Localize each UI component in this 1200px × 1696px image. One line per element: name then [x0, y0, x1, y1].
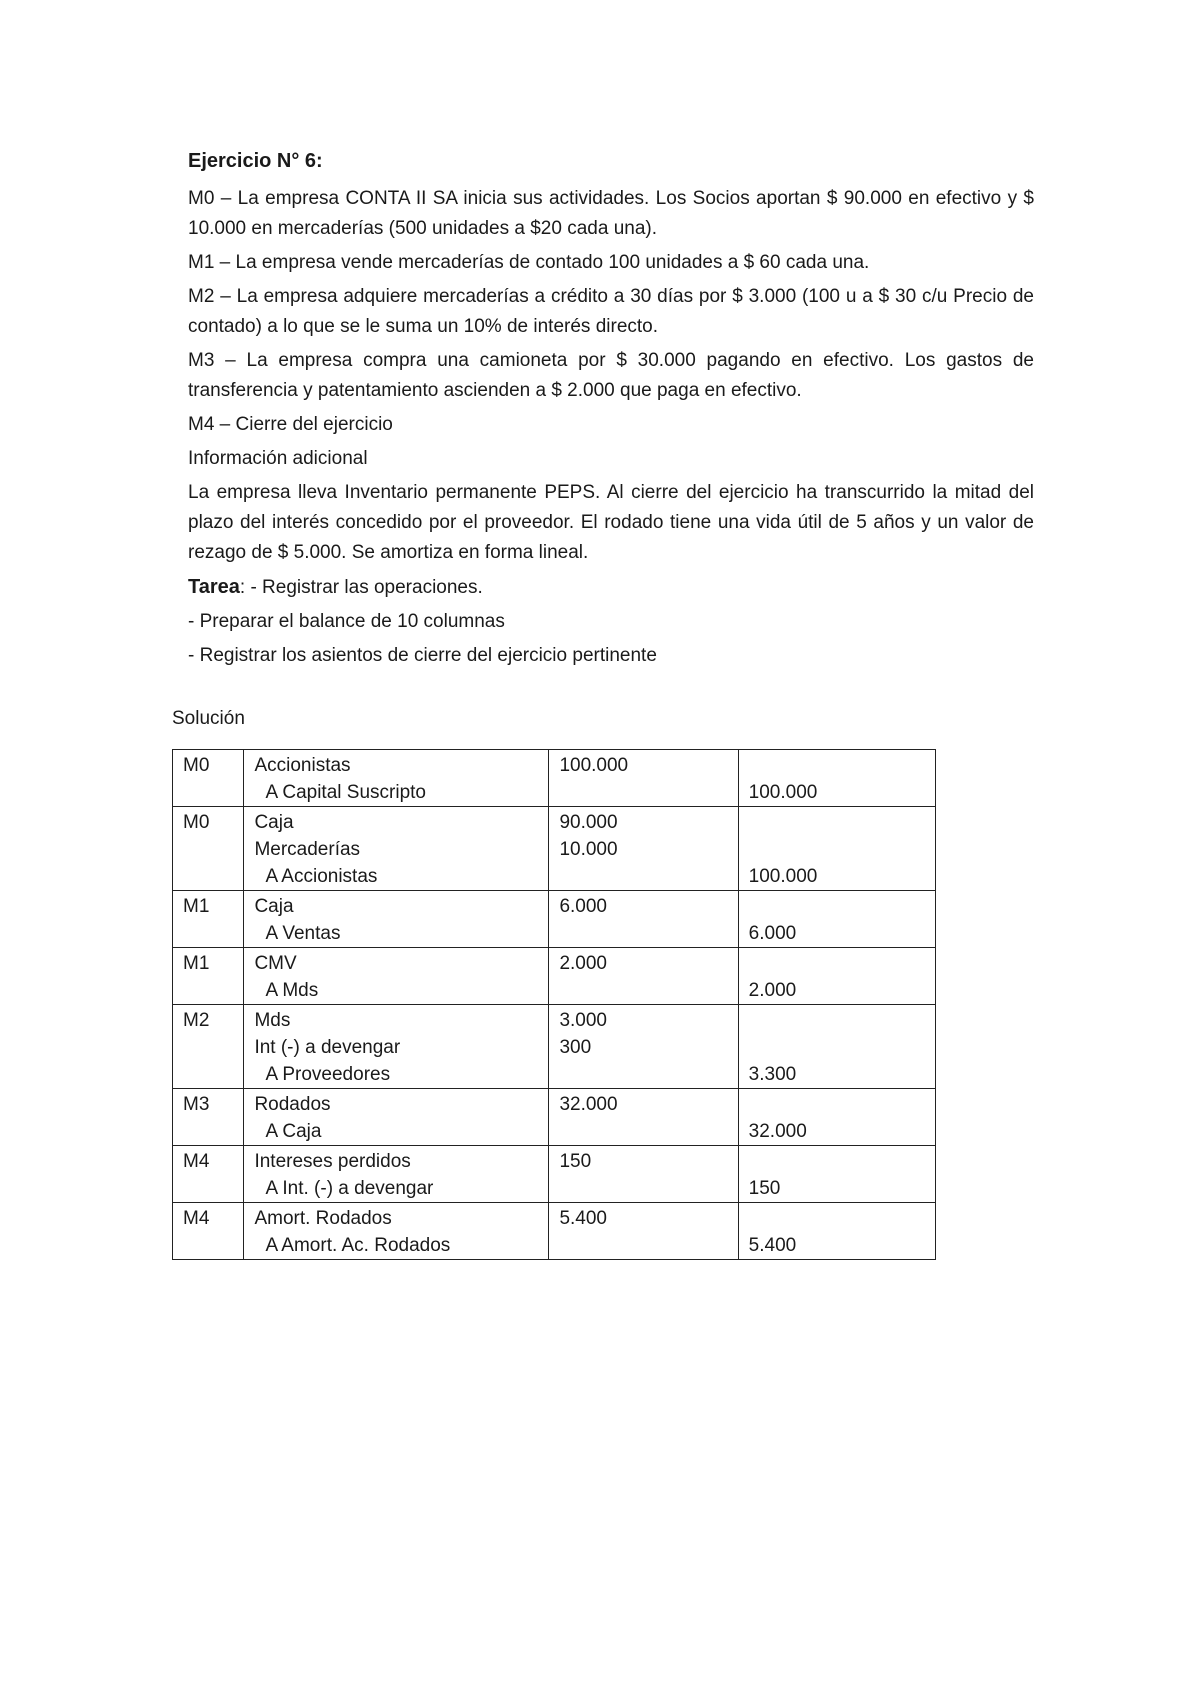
account-cell [244, 1203, 549, 1260]
movement-cell [173, 891, 244, 948]
debit-cell [549, 948, 738, 1005]
movement-code: M2 [183, 1010, 210, 1031]
journal-entry-row [173, 1089, 936, 1146]
debit-cell [549, 1146, 738, 1203]
debit-value [559, 977, 737, 1004]
debit-value: 5.400 [559, 1208, 607, 1229]
credit-value [749, 1034, 935, 1061]
movement-code: M3 [183, 1094, 210, 1115]
debit-value: 10.000 [559, 839, 618, 860]
movement-cell [173, 1089, 244, 1146]
credit-value [749, 950, 935, 977]
debit-value [559, 1118, 737, 1145]
account-value: Mercaderías [254, 839, 361, 860]
account-cell [244, 1146, 549, 1203]
account-value: Mds [254, 1010, 291, 1031]
debit-cell [549, 891, 738, 948]
account-value: A Amort. Ac. Rodados [265, 1235, 451, 1256]
credit-value [749, 1091, 935, 1118]
journal-entry-row [173, 1005, 936, 1089]
account-value: Rodados [254, 1094, 331, 1115]
credit-value: 32.000 [748, 1121, 807, 1142]
credit-value: 2.000 [748, 980, 797, 1001]
credit-value: 5.400 [748, 1235, 797, 1256]
credit-cell [738, 1203, 935, 1260]
exercise-statement [188, 146, 1034, 675]
account-cell [244, 891, 549, 948]
journal-table-body [173, 750, 936, 1260]
credit-value [749, 1205, 935, 1232]
task-item-3: - Registrar los asientos de cierre del ejercicio pertinente [188, 645, 657, 666]
journal-entry-row [173, 1146, 936, 1203]
credit-value [749, 836, 935, 863]
paragraph-m3: M3 – La empresa compra una camioneta por $ 30.000 pagando en efectivo. Los gastos de transferencia y patentamiento ascienden a $ 2.000 que paga en efectivo. [188, 350, 1034, 401]
task-item-2: - Preparar el balance de 10 columnas [188, 611, 505, 632]
movement-cell [173, 948, 244, 1005]
debit-value: 150 [559, 1151, 592, 1172]
credit-cell [738, 1146, 935, 1203]
credit-cell [738, 891, 935, 948]
journal-entry-row [173, 1203, 936, 1260]
debit-cell [549, 1005, 738, 1089]
journal-entry-row [173, 948, 936, 1005]
account-cell [244, 948, 549, 1005]
movement-code: M1 [183, 896, 210, 917]
movement-code: M0 [183, 812, 210, 833]
account-cell [244, 750, 549, 807]
debit-cell [549, 807, 738, 891]
task-item-1: : - Registrar las operaciones. [239, 577, 483, 598]
credit-cell [738, 807, 935, 891]
journal-entry-row [173, 891, 936, 948]
journal-entry-row [173, 807, 936, 891]
movement-code: M4 [183, 1208, 210, 1229]
movement-cell [173, 1146, 244, 1203]
movement-cell [173, 750, 244, 807]
account-cell [244, 807, 549, 891]
account-value: Intereses perdidos [254, 1151, 411, 1172]
account-cell [244, 1089, 549, 1146]
credit-value: 150 [748, 1178, 781, 1199]
paragraph-m1: M1 – La empresa vende mercaderías de contado 100 unidades a $ 60 cada una. [188, 252, 870, 273]
journal-entry-row [173, 750, 936, 807]
credit-cell [738, 1005, 935, 1089]
additional-info-heading: Información adicional [188, 448, 368, 469]
debit-value [559, 1232, 737, 1259]
account-value: A Proveedores [265, 1064, 391, 1085]
credit-value [749, 752, 935, 779]
additional-info-text: La empresa lleva Inventario permanente PEPS. Al cierre del ejercicio ha transcurrido la mitad del plazo del interés concedido por el proveedor. El rodado tiene una vida útil de 5 años y un valor de rezago de $ 5.000. Se amortiza en forma lineal. [188, 482, 1034, 563]
movement-code: M0 [183, 755, 210, 776]
task-label: Tarea [188, 576, 240, 598]
debit-value: 6.000 [559, 896, 607, 917]
credit-cell [738, 750, 935, 807]
paragraph-m4: M4 – Cierre del ejercicio [188, 414, 393, 435]
account-value: Accionistas [254, 755, 351, 776]
credit-value [749, 809, 935, 836]
credit-value: 3.300 [748, 1064, 797, 1085]
journal-table [172, 749, 936, 1260]
credit-cell [738, 948, 935, 1005]
movement-cell [173, 807, 244, 891]
debit-cell [549, 750, 738, 807]
account-value: A Accionistas [265, 866, 378, 887]
account-value: A Mds [265, 980, 319, 1001]
account-value: CMV [254, 953, 297, 974]
credit-value [749, 893, 935, 920]
movement-cell [173, 1005, 244, 1089]
exercise-title: Ejercicio N° 6: [188, 150, 323, 172]
credit-value: 100.000 [748, 866, 818, 887]
paragraph-m2: M2 – La empresa adquiere mercaderías a crédito a 30 días por $ 3.000 (100 u a $ 30 c/u Precio de contado) a lo que se le suma un 10% de interés directo. [188, 286, 1034, 337]
movement-code: M1 [183, 953, 210, 974]
movement-code: M4 [183, 1151, 210, 1172]
debit-value: 300 [559, 1037, 592, 1058]
account-value: A Caja [265, 1121, 322, 1142]
debit-value [559, 863, 737, 890]
debit-value [559, 1175, 737, 1202]
task-line-1 [188, 572, 1034, 603]
debit-value: 100.000 [559, 755, 629, 776]
account-value: A Int. (-) a devengar [265, 1178, 434, 1199]
account-value: Int (-) a devengar [254, 1037, 401, 1058]
credit-value: 100.000 [748, 782, 818, 803]
account-value: Amort. Rodados [254, 1208, 392, 1229]
account-value: A Capital Suscripto [265, 782, 426, 803]
account-cell [244, 1005, 549, 1089]
debit-value: 3.000 [559, 1010, 607, 1031]
debit-value: 2.000 [559, 953, 607, 974]
debit-value [559, 1061, 737, 1088]
account-value: Caja [254, 812, 294, 833]
account-value: A Ventas [265, 923, 341, 944]
paragraph-m0: M0 – La empresa CONTA II SA inicia sus actividades. Los Socios aportan $ 90.000 en efectivo y $ 10.000 en mercaderías (500 unidades a $20 cada una). [188, 188, 1034, 239]
credit-cell [738, 1089, 935, 1146]
account-value: Caja [254, 896, 294, 917]
debit-cell [549, 1089, 738, 1146]
movement-cell [173, 1203, 244, 1260]
debit-value: 32.000 [559, 1094, 618, 1115]
credit-value: 6.000 [748, 923, 797, 944]
solution-heading: Solución [172, 708, 245, 729]
credit-value [749, 1007, 935, 1034]
debit-value [559, 779, 737, 806]
debit-value: 90.000 [559, 812, 618, 833]
debit-value [559, 920, 737, 947]
debit-cell [549, 1203, 738, 1260]
credit-value [749, 1148, 935, 1175]
